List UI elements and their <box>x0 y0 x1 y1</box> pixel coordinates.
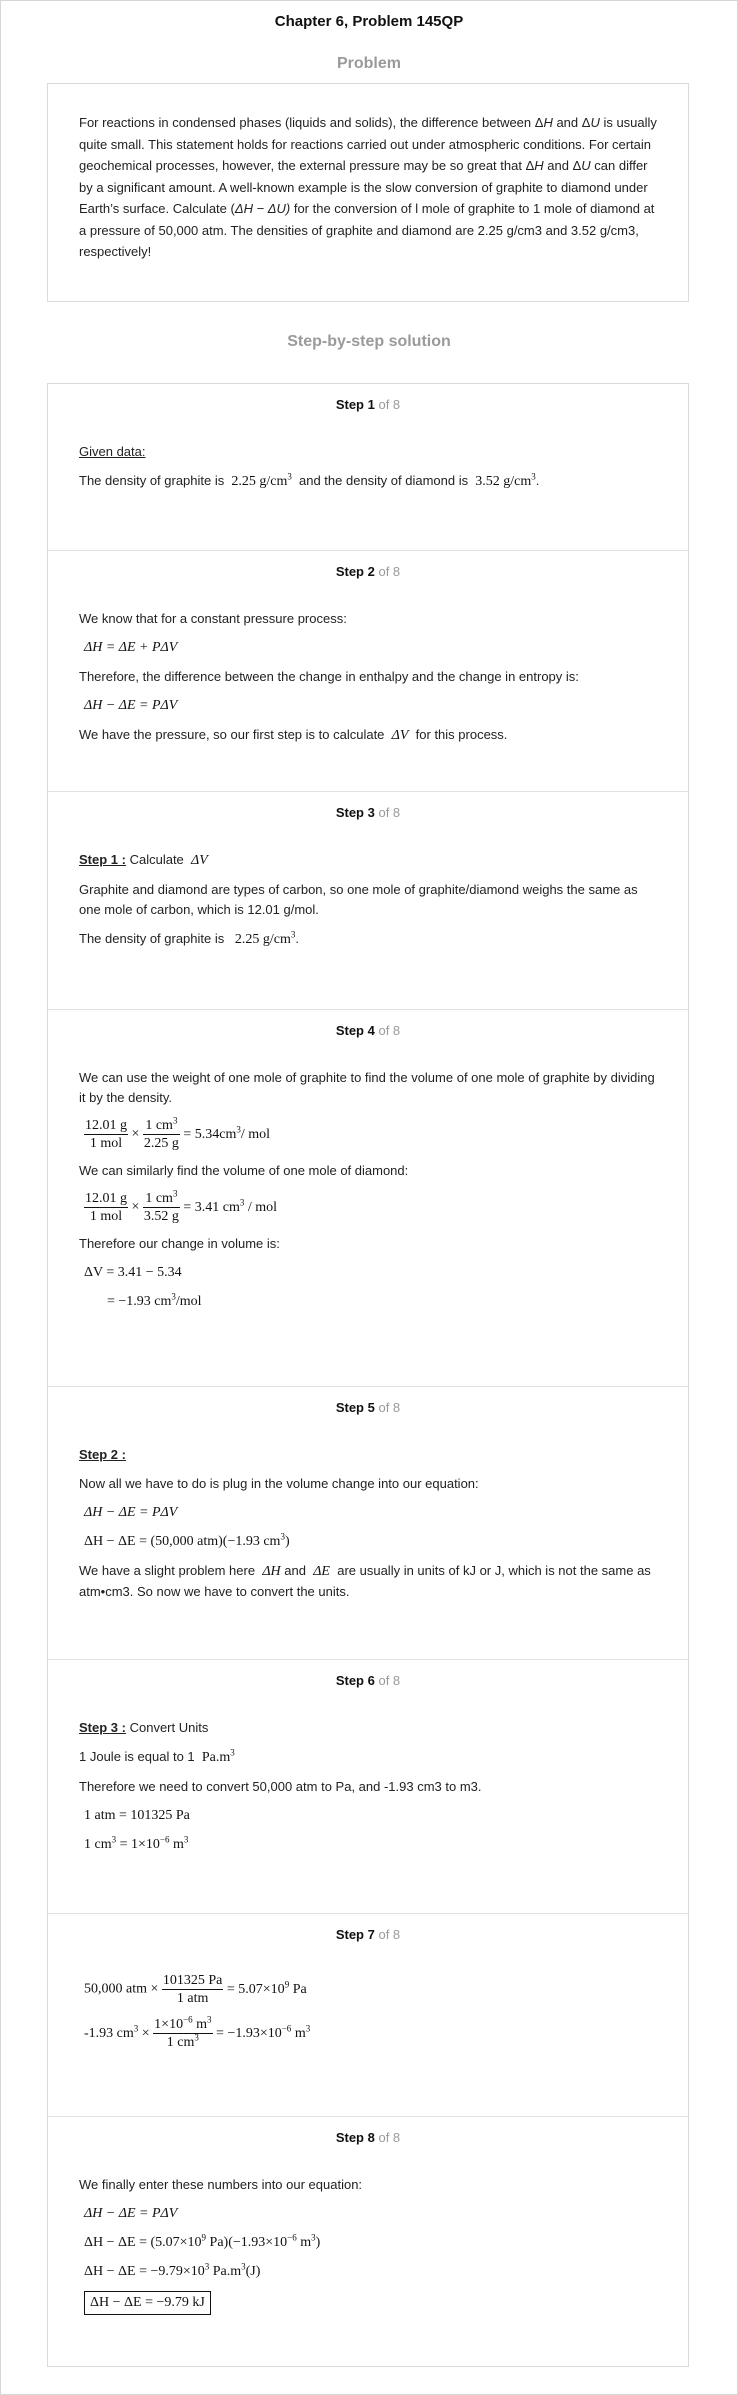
sub-step-label: Step 1 : Calculate ΔV <box>79 852 208 868</box>
step-header: Step 6 of 8 <box>335 1673 401 1688</box>
step-text: 1 Joule is equal to 1 $Pa.m^3$ <box>79 1747 235 1765</box>
final-answer: ΔH − ΔE = −9.79 kJ <box>84 2291 657 2315</box>
step-text: We have a slight problem here ΔH and ΔE are usually in units of kJ or J, which is not the same as atm•cm3. So now we have to convert the units. <box>79 1563 651 1599</box>
step-text: We can use the weight of one mole of graphite to find the volume of one mole of graphite by dividing it by the density. <box>79 1070 655 1105</box>
step-8 <box>48 2117 688 2366</box>
sub-step-label: Step 2 : <box>79 1447 126 1462</box>
step-5 <box>48 1387 688 1660</box>
step-header: Step 5 of 8 <box>335 1400 401 1415</box>
step-header: Step 2 of 8 <box>335 564 401 579</box>
equation: ΔV = 3.41 − 5.34 <box>84 1265 182 1280</box>
equation: ΔH − ΔE = PΔV <box>84 2206 178 2221</box>
step-text: Graphite and diamond are types of carbon, so one mole of graphite/diamond weighs the same as one mole of carbon, which is 12.01 g/mol. <box>79 882 638 917</box>
solution-steps <box>47 383 689 2367</box>
step-text: Therefore, the difference between the change in enthalpy and the change in entropy is: <box>79 669 579 684</box>
step-text: Now all we have to do is plug in the volume change into our equation: <box>79 1476 479 1491</box>
step-text: Therefore we need to convert 50,000 atm to Pa, and -1.93 cm3 to m3. <box>79 1779 482 1794</box>
step-text: Therefore our change in volume is: <box>79 1236 280 1251</box>
density-statement: The density of graphite is 2.25 $g/cm^3$ and the density of diamond is 3.52 $g/cm^3$. <box>79 471 540 489</box>
step-7 <box>48 1914 688 2117</box>
step-header: Step 7 of 8 <box>335 1927 401 1942</box>
graphite-volume-calc: $\frac{12.01 g}{\text{1 mol}}$ × $\frac{1 cm^3}{2.25 g}$ = $5.34cm^3/$ mol <box>85 1115 271 1151</box>
equation: ΔH − ΔE = PΔV <box>84 1505 178 1520</box>
given-data-label: Given data: <box>79 444 146 459</box>
problem-statement: For reactions in condensed phases (liquids and solids), the difference between ΔH and ΔU is usually quite small. This statement holds for reactions carried out under atmospheric conditions. For certain geochemical processes, however, the external pressure may be so great that ΔH and ΔU can differ by a significant amount. A well-known example is the slow conversion of graphite to diamond under Earth’s surface. Calculate (ΔH − ΔU) for the conversion of l mole of graphite to 1 mole of diamond at a pressure of 50,000 atm. The densities of graphite and diamond are 2.25 g/cm3 and 3.52 g/cm3, respectively! <box>47 83 689 302</box>
solution-heading: Step-by-step solution <box>287 333 451 350</box>
diamond-volume-calc: $\frac{12.01 g}{\text{1 mol}}$ × $\frac{1 cm^3}{3.52 g}$ = 3.41 $cm^3$ / mol <box>85 1188 278 1224</box>
volume-conversion: -1.93 $cm^3$ × $\frac{1\times 10^{-6} m^3}{1 cm^3}$ = $-1.93\times 10^{-6}$ $m^3$ <box>84 2014 311 2050</box>
step-header: Step 8 of 8 <box>335 2130 401 2145</box>
step-2 <box>48 551 688 792</box>
sub-step-label: Step 3 : Convert Units <box>79 1720 209 1735</box>
step-4 <box>48 1010 688 1387</box>
equation: ΔH = ΔE + PΔV <box>84 640 178 655</box>
step-header: Step 1 of 8 <box>335 397 401 412</box>
step-text: We know that for a constant pressure process: <box>79 611 347 626</box>
equation: 1 $cm^3 = 1\times 10^{-6}$ $m^3$ <box>84 1834 189 1852</box>
equation: 1 atm = 101325 Pa <box>84 1808 190 1823</box>
step-3 <box>48 792 688 1010</box>
step-text: We have the pressure, so our first step is to calculate ΔV for this process. <box>79 727 508 743</box>
pressure-conversion: 50,000 atm × $\frac{101325 Pa}{\text{1 atm}}$ = $5.07\times 10^9$ Pa <box>84 1973 307 2006</box>
page-title: Chapter 6, Problem 145QP <box>274 13 464 30</box>
step-text: We can similarly find the volume of one mole of diamond: <box>79 1163 409 1178</box>
step-header: Step 3 of 8 <box>335 805 401 820</box>
step-6 <box>48 1660 688 1914</box>
equation: = −1.93 $cm^3$/mol <box>107 1291 202 1309</box>
step-header: Step 4 of 8 <box>335 1023 401 1038</box>
step-1 <box>48 384 688 551</box>
equation: $\Delta H - \Delta E = (5.07\times 10^9$ $Pa)(-1.93\times 10^{-6}$ $m^3$) <box>84 2232 321 2250</box>
equation: ΔH − ΔE = (50,000 atm)(−1.93 $cm^3$) <box>84 1531 290 1549</box>
problem-heading: Problem <box>336 55 401 72</box>
step-text: The density of graphite is 2.25 $g/cm^3$. <box>79 929 299 947</box>
step-text: We finally enter these numbers into our equation: <box>79 2177 363 2192</box>
equation: $\Delta H - \Delta E = -9.79\times 10^3$ $Pa.m^3(J)$ <box>84 2261 261 2279</box>
equation: ΔH − ΔE = PΔV <box>84 698 178 713</box>
